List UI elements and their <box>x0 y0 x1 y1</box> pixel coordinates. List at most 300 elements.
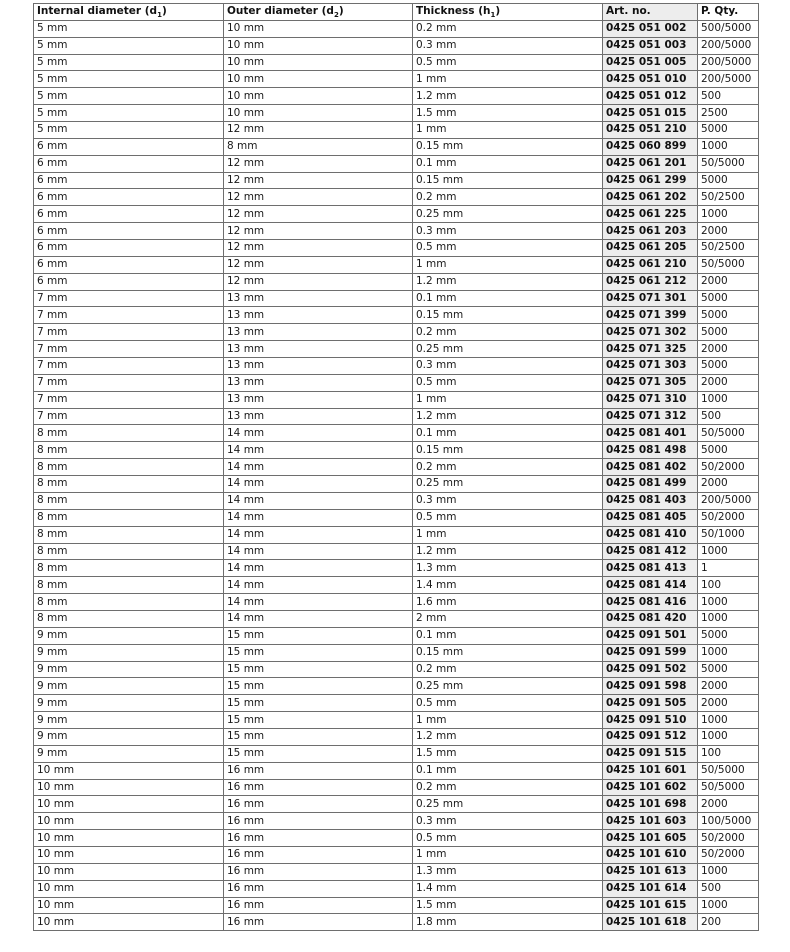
art-no-cell: 0425 081 402 <box>603 459 698 476</box>
art-no-cell: 0425 051 010 <box>603 71 698 88</box>
p-qty-cell: 50/1000 <box>698 526 759 543</box>
internal-diameter-cell: 6 mm <box>34 223 224 240</box>
internal-diameter-cell: 7 mm <box>34 391 224 408</box>
header-art-no: Art. no. <box>603 4 698 21</box>
table-row <box>34 71 759 88</box>
outer-diameter-cell: 15 mm <box>224 695 413 712</box>
internal-diameter-cell: 10 mm <box>34 830 224 847</box>
thickness-cell: 0.2 mm <box>413 661 603 678</box>
art-no-cell: 0425 081 410 <box>603 526 698 543</box>
table-row <box>34 273 759 290</box>
internal-diameter-cell: 9 mm <box>34 627 224 644</box>
thickness-cell: 0.25 mm <box>413 796 603 813</box>
art-no-cell: 0425 091 515 <box>603 745 698 762</box>
table-row <box>34 762 759 779</box>
table-row <box>34 20 759 37</box>
table-row <box>34 492 759 509</box>
p-qty-cell: 50/5000 <box>698 256 759 273</box>
outer-diameter-cell: 10 mm <box>224 54 413 71</box>
art-no-cell: 0425 081 416 <box>603 594 698 611</box>
thickness-cell: 0.25 mm <box>413 678 603 695</box>
outer-diameter-cell: 14 mm <box>224 526 413 543</box>
internal-diameter-cell: 10 mm <box>34 880 224 897</box>
thickness-cell: 0.15 mm <box>413 172 603 189</box>
p-qty-cell: 5000 <box>698 307 759 324</box>
outer-diameter-cell: 12 mm <box>224 240 413 257</box>
p-qty-cell: 200/5000 <box>698 71 759 88</box>
outer-diameter-cell: 16 mm <box>224 863 413 880</box>
p-qty-cell: 500 <box>698 880 759 897</box>
thickness-cell: 1.6 mm <box>413 594 603 611</box>
outer-diameter-cell: 14 mm <box>224 509 413 526</box>
art-no-cell: 0425 061 225 <box>603 206 698 223</box>
table-row <box>34 324 759 341</box>
outer-diameter-cell: 10 mm <box>224 105 413 122</box>
p-qty-cell: 500 <box>698 408 759 425</box>
art-no-cell: 0425 051 012 <box>603 88 698 105</box>
thickness-cell: 0.1 mm <box>413 425 603 442</box>
thickness-cell: 0.15 mm <box>413 644 603 661</box>
outer-diameter-cell: 14 mm <box>224 442 413 459</box>
table-row <box>34 37 759 54</box>
thickness-cell: 1.3 mm <box>413 560 603 577</box>
table-row <box>34 307 759 324</box>
p-qty-cell: 50/2500 <box>698 240 759 257</box>
p-qty-cell: 1000 <box>698 138 759 155</box>
outer-diameter-cell: 13 mm <box>224 374 413 391</box>
table-row <box>34 526 759 543</box>
internal-diameter-cell: 10 mm <box>34 796 224 813</box>
p-qty-cell: 50/5000 <box>698 425 759 442</box>
thickness-cell: 0.5 mm <box>413 54 603 71</box>
internal-diameter-cell: 5 mm <box>34 122 224 139</box>
art-no-cell: 0425 101 601 <box>603 762 698 779</box>
art-no-cell: 0425 071 325 <box>603 341 698 358</box>
art-no-cell: 0425 051 210 <box>603 122 698 139</box>
thickness-cell: 0.15 mm <box>413 442 603 459</box>
table-row <box>34 813 759 830</box>
table-row <box>34 661 759 678</box>
thickness-cell: 0.3 mm <box>413 492 603 509</box>
thickness-cell: 0.2 mm <box>413 459 603 476</box>
art-no-cell: 0425 091 599 <box>603 644 698 661</box>
outer-diameter-cell: 13 mm <box>224 290 413 307</box>
thickness-cell: 0.1 mm <box>413 762 603 779</box>
table-row <box>34 728 759 745</box>
internal-diameter-cell: 6 mm <box>34 206 224 223</box>
art-no-cell: 0425 051 015 <box>603 105 698 122</box>
art-no-cell: 0425 060 899 <box>603 138 698 155</box>
outer-diameter-cell: 12 mm <box>224 273 413 290</box>
p-qty-cell: 50/2000 <box>698 830 759 847</box>
internal-diameter-cell: 7 mm <box>34 324 224 341</box>
art-no-cell: 0425 071 310 <box>603 391 698 408</box>
internal-diameter-cell: 10 mm <box>34 779 224 796</box>
outer-diameter-cell: 16 mm <box>224 813 413 830</box>
spec-table <box>33 3 759 931</box>
p-qty-cell: 50/2000 <box>698 846 759 863</box>
outer-diameter-cell: 14 mm <box>224 492 413 509</box>
table-row <box>34 594 759 611</box>
outer-diameter-cell: 15 mm <box>224 728 413 745</box>
outer-diameter-cell: 13 mm <box>224 358 413 375</box>
outer-diameter-cell: 15 mm <box>224 644 413 661</box>
outer-diameter-cell: 8 mm <box>224 138 413 155</box>
thickness-cell: 0.25 mm <box>413 476 603 493</box>
internal-diameter-cell: 7 mm <box>34 358 224 375</box>
internal-diameter-cell: 8 mm <box>34 594 224 611</box>
internal-diameter-cell: 5 mm <box>34 54 224 71</box>
header-p-qty: P. Qty. <box>698 4 759 21</box>
internal-diameter-cell: 9 mm <box>34 678 224 695</box>
thickness-cell: 0.25 mm <box>413 341 603 358</box>
p-qty-cell: 1000 <box>698 863 759 880</box>
thickness-cell: 0.2 mm <box>413 189 603 206</box>
thickness-cell: 1.5 mm <box>413 745 603 762</box>
table-row <box>34 358 759 375</box>
thickness-cell: 0.3 mm <box>413 223 603 240</box>
thickness-cell: 1.5 mm <box>413 105 603 122</box>
art-no-cell: 0425 101 698 <box>603 796 698 813</box>
internal-diameter-cell: 7 mm <box>34 341 224 358</box>
art-no-cell: 0425 101 613 <box>603 863 698 880</box>
internal-diameter-cell: 9 mm <box>34 661 224 678</box>
art-no-cell: 0425 061 212 <box>603 273 698 290</box>
thickness-cell: 1.8 mm <box>413 914 603 931</box>
art-no-cell: 0425 061 210 <box>603 256 698 273</box>
internal-diameter-cell: 7 mm <box>34 290 224 307</box>
p-qty-cell: 100 <box>698 577 759 594</box>
internal-diameter-cell: 10 mm <box>34 846 224 863</box>
thickness-cell: 1.2 mm <box>413 88 603 105</box>
thickness-cell: 1.4 mm <box>413 880 603 897</box>
outer-diameter-cell: 15 mm <box>224 627 413 644</box>
art-no-cell: 0425 101 603 <box>603 813 698 830</box>
thickness-cell: 0.5 mm <box>413 240 603 257</box>
thickness-cell: 2 mm <box>413 610 603 627</box>
p-qty-cell: 2000 <box>698 223 759 240</box>
table-row <box>34 644 759 661</box>
internal-diameter-cell: 8 mm <box>34 560 224 577</box>
art-no-cell: 0425 071 312 <box>603 408 698 425</box>
outer-diameter-cell: 16 mm <box>224 762 413 779</box>
internal-diameter-cell: 5 mm <box>34 20 224 37</box>
p-qty-cell: 500 <box>698 88 759 105</box>
table-row <box>34 88 759 105</box>
outer-diameter-cell: 14 mm <box>224 476 413 493</box>
table-body <box>34 20 759 930</box>
thickness-cell: 0.3 mm <box>413 358 603 375</box>
table-row <box>34 712 759 729</box>
table-row <box>34 863 759 880</box>
table-row <box>34 880 759 897</box>
outer-diameter-cell: 15 mm <box>224 661 413 678</box>
internal-diameter-cell: 5 mm <box>34 71 224 88</box>
thickness-cell: 0.2 mm <box>413 20 603 37</box>
p-qty-cell: 500/5000 <box>698 20 759 37</box>
table-row <box>34 105 759 122</box>
table-row <box>34 914 759 931</box>
p-qty-cell: 1000 <box>698 644 759 661</box>
outer-diameter-cell: 14 mm <box>224 425 413 442</box>
outer-diameter-cell: 13 mm <box>224 408 413 425</box>
art-no-cell: 0425 101 614 <box>603 880 698 897</box>
outer-diameter-cell: 16 mm <box>224 779 413 796</box>
outer-diameter-cell: 14 mm <box>224 610 413 627</box>
thickness-cell: 0.1 mm <box>413 155 603 172</box>
table-row <box>34 846 759 863</box>
p-qty-cell: 5000 <box>698 627 759 644</box>
outer-diameter-cell: 14 mm <box>224 560 413 577</box>
p-qty-cell: 2000 <box>698 695 759 712</box>
outer-diameter-cell: 16 mm <box>224 897 413 914</box>
outer-diameter-cell: 13 mm <box>224 324 413 341</box>
table-row <box>34 897 759 914</box>
table-row <box>34 189 759 206</box>
internal-diameter-cell: 10 mm <box>34 762 224 779</box>
p-qty-cell: 50/5000 <box>698 155 759 172</box>
art-no-cell: 0425 091 598 <box>603 678 698 695</box>
thickness-cell: 1.2 mm <box>413 728 603 745</box>
p-qty-cell: 2000 <box>698 476 759 493</box>
header-outer-diameter: Outer diameter $(d_2)$ <box>224 4 413 21</box>
table-row <box>34 425 759 442</box>
outer-diameter-cell: 12 mm <box>224 223 413 240</box>
thickness-cell: 0.1 mm <box>413 627 603 644</box>
p-qty-cell: 5000 <box>698 442 759 459</box>
outer-diameter-cell: 14 mm <box>224 543 413 560</box>
outer-diameter-cell: 10 mm <box>224 37 413 54</box>
p-qty-cell: 1000 <box>698 594 759 611</box>
thickness-cell: 1 mm <box>413 712 603 729</box>
table-row <box>34 695 759 712</box>
outer-diameter-cell: 13 mm <box>224 341 413 358</box>
thickness-cell: 1.2 mm <box>413 543 603 560</box>
internal-diameter-cell: 8 mm <box>34 442 224 459</box>
art-no-cell: 0425 081 498 <box>603 442 698 459</box>
table-row <box>34 830 759 847</box>
table-row <box>34 408 759 425</box>
art-no-cell: 0425 061 299 <box>603 172 698 189</box>
internal-diameter-cell: 6 mm <box>34 256 224 273</box>
outer-diameter-cell: 14 mm <box>224 577 413 594</box>
p-qty-cell: 5000 <box>698 324 759 341</box>
thickness-cell: 0.1 mm <box>413 290 603 307</box>
p-qty-cell: 1000 <box>698 391 759 408</box>
art-no-cell: 0425 081 403 <box>603 492 698 509</box>
p-qty-cell: 1000 <box>698 543 759 560</box>
outer-diameter-cell: 12 mm <box>224 155 413 172</box>
art-no-cell: 0425 071 305 <box>603 374 698 391</box>
art-no-cell: 0425 091 505 <box>603 695 698 712</box>
internal-diameter-cell: 9 mm <box>34 695 224 712</box>
p-qty-cell: 5000 <box>698 661 759 678</box>
table-row <box>34 476 759 493</box>
table-row <box>34 122 759 139</box>
table-row <box>34 240 759 257</box>
outer-diameter-cell: 14 mm <box>224 594 413 611</box>
art-no-cell: 0425 061 201 <box>603 155 698 172</box>
outer-diameter-cell: 16 mm <box>224 880 413 897</box>
thickness-cell: 1 mm <box>413 122 603 139</box>
outer-diameter-cell: 12 mm <box>224 172 413 189</box>
thickness-cell: 1.2 mm <box>413 273 603 290</box>
art-no-cell: 0425 081 420 <box>603 610 698 627</box>
art-no-cell: 0425 071 301 <box>603 290 698 307</box>
p-qty-cell: 50/2000 <box>698 509 759 526</box>
p-qty-cell: 1000 <box>698 712 759 729</box>
p-qty-cell: 100/5000 <box>698 813 759 830</box>
p-qty-cell: 50/5000 <box>698 762 759 779</box>
internal-diameter-cell: 5 mm <box>34 105 224 122</box>
art-no-cell: 0425 101 610 <box>603 846 698 863</box>
outer-diameter-cell: 13 mm <box>224 391 413 408</box>
header-row <box>34 4 759 21</box>
internal-diameter-cell: 6 mm <box>34 240 224 257</box>
art-no-cell: 0425 101 602 <box>603 779 698 796</box>
art-no-cell: 0425 091 502 <box>603 661 698 678</box>
table-row <box>34 678 759 695</box>
p-qty-cell: 50/2500 <box>698 189 759 206</box>
art-no-cell: 0425 081 405 <box>603 509 698 526</box>
p-qty-cell: 2000 <box>698 341 759 358</box>
internal-diameter-cell: 8 mm <box>34 459 224 476</box>
thickness-cell: 1.5 mm <box>413 897 603 914</box>
table-row <box>34 206 759 223</box>
outer-diameter-cell: 13 mm <box>224 307 413 324</box>
internal-diameter-cell: 8 mm <box>34 425 224 442</box>
art-no-cell: 0425 051 005 <box>603 54 698 71</box>
table-row <box>34 459 759 476</box>
p-qty-cell: 2000 <box>698 273 759 290</box>
p-qty-cell: 100 <box>698 745 759 762</box>
thickness-cell: 1.2 mm <box>413 408 603 425</box>
internal-diameter-cell: 9 mm <box>34 728 224 745</box>
table-row <box>34 509 759 526</box>
art-no-cell: 0425 081 414 <box>603 577 698 594</box>
internal-diameter-cell: 6 mm <box>34 155 224 172</box>
art-no-cell: 0425 081 401 <box>603 425 698 442</box>
p-qty-cell: 1000 <box>698 206 759 223</box>
art-no-cell: 0425 071 303 <box>603 358 698 375</box>
thickness-cell: 0.25 mm <box>413 206 603 223</box>
art-no-cell: 0425 091 512 <box>603 728 698 745</box>
table-row <box>34 627 759 644</box>
table-row <box>34 290 759 307</box>
internal-diameter-cell: 8 mm <box>34 610 224 627</box>
art-no-cell: 0425 101 605 <box>603 830 698 847</box>
p-qty-cell: 1000 <box>698 610 759 627</box>
internal-diameter-cell: 8 mm <box>34 526 224 543</box>
art-no-cell: 0425 071 302 <box>603 324 698 341</box>
internal-diameter-cell: 9 mm <box>34 644 224 661</box>
table-row <box>34 374 759 391</box>
thickness-cell: 0.3 mm <box>413 37 603 54</box>
internal-diameter-cell: 7 mm <box>34 374 224 391</box>
internal-diameter-cell: 8 mm <box>34 476 224 493</box>
p-qty-cell: 2000 <box>698 678 759 695</box>
art-no-cell: 0425 101 615 <box>603 897 698 914</box>
thickness-cell: 0.3 mm <box>413 813 603 830</box>
internal-diameter-cell: 5 mm <box>34 88 224 105</box>
p-qty-cell: 2500 <box>698 105 759 122</box>
thickness-cell: 0.5 mm <box>413 509 603 526</box>
outer-diameter-cell: 10 mm <box>224 88 413 105</box>
art-no-cell: 0425 081 412 <box>603 543 698 560</box>
art-no-cell: 0425 061 205 <box>603 240 698 257</box>
outer-diameter-cell: 15 mm <box>224 712 413 729</box>
outer-diameter-cell: 10 mm <box>224 71 413 88</box>
p-qty-cell: 2000 <box>698 374 759 391</box>
table-row <box>34 172 759 189</box>
p-qty-cell: 50/5000 <box>698 779 759 796</box>
p-qty-cell: 200/5000 <box>698 492 759 509</box>
header-thickness: Thickness $(h_1)$ <box>413 4 603 21</box>
art-no-cell: 0425 081 413 <box>603 560 698 577</box>
internal-diameter-cell: 8 mm <box>34 509 224 526</box>
p-qty-cell: 200/5000 <box>698 37 759 54</box>
internal-diameter-cell: 5 mm <box>34 37 224 54</box>
internal-diameter-cell: 6 mm <box>34 138 224 155</box>
internal-diameter-cell: 6 mm <box>34 189 224 206</box>
outer-diameter-cell: 16 mm <box>224 846 413 863</box>
internal-diameter-cell: 9 mm <box>34 745 224 762</box>
thickness-cell: 0.5 mm <box>413 374 603 391</box>
art-no-cell: 0425 051 002 <box>603 20 698 37</box>
table-row <box>34 223 759 240</box>
p-qty-cell: 5000 <box>698 290 759 307</box>
internal-diameter-cell: 8 mm <box>34 543 224 560</box>
table-row <box>34 543 759 560</box>
thickness-cell: 1 mm <box>413 71 603 88</box>
p-qty-cell: 1000 <box>698 897 759 914</box>
art-no-cell: 0425 101 618 <box>603 914 698 931</box>
p-qty-cell: 50/2000 <box>698 459 759 476</box>
thickness-cell: 0.2 mm <box>413 324 603 341</box>
outer-diameter-cell: 14 mm <box>224 459 413 476</box>
table-row <box>34 745 759 762</box>
art-no-cell: 0425 061 202 <box>603 189 698 206</box>
outer-diameter-cell: 12 mm <box>224 189 413 206</box>
internal-diameter-cell: 10 mm <box>34 914 224 931</box>
internal-diameter-cell: 7 mm <box>34 307 224 324</box>
thickness-cell: 1 mm <box>413 526 603 543</box>
thickness-cell: 0.5 mm <box>413 830 603 847</box>
outer-diameter-cell: 12 mm <box>224 122 413 139</box>
table-row <box>34 610 759 627</box>
internal-diameter-cell: 9 mm <box>34 712 224 729</box>
internal-diameter-cell: 10 mm <box>34 897 224 914</box>
internal-diameter-cell: 10 mm <box>34 813 224 830</box>
table-row <box>34 779 759 796</box>
table-row <box>34 341 759 358</box>
table-row <box>34 155 759 172</box>
p-qty-cell: 200 <box>698 914 759 931</box>
table-row <box>34 796 759 813</box>
p-qty-cell: 5000 <box>698 358 759 375</box>
p-qty-cell: 1 <box>698 560 759 577</box>
header-internal-diameter: Internal diameter $(d_1)$ <box>34 4 224 21</box>
table-row <box>34 138 759 155</box>
art-no-cell: 0425 071 399 <box>603 307 698 324</box>
thickness-cell: 0.2 mm <box>413 779 603 796</box>
internal-diameter-cell: 10 mm <box>34 863 224 880</box>
thickness-cell: 1 mm <box>413 846 603 863</box>
art-no-cell: 0425 081 499 <box>603 476 698 493</box>
outer-diameter-cell: 16 mm <box>224 914 413 931</box>
art-no-cell: 0425 091 501 <box>603 627 698 644</box>
outer-diameter-cell: 15 mm <box>224 745 413 762</box>
